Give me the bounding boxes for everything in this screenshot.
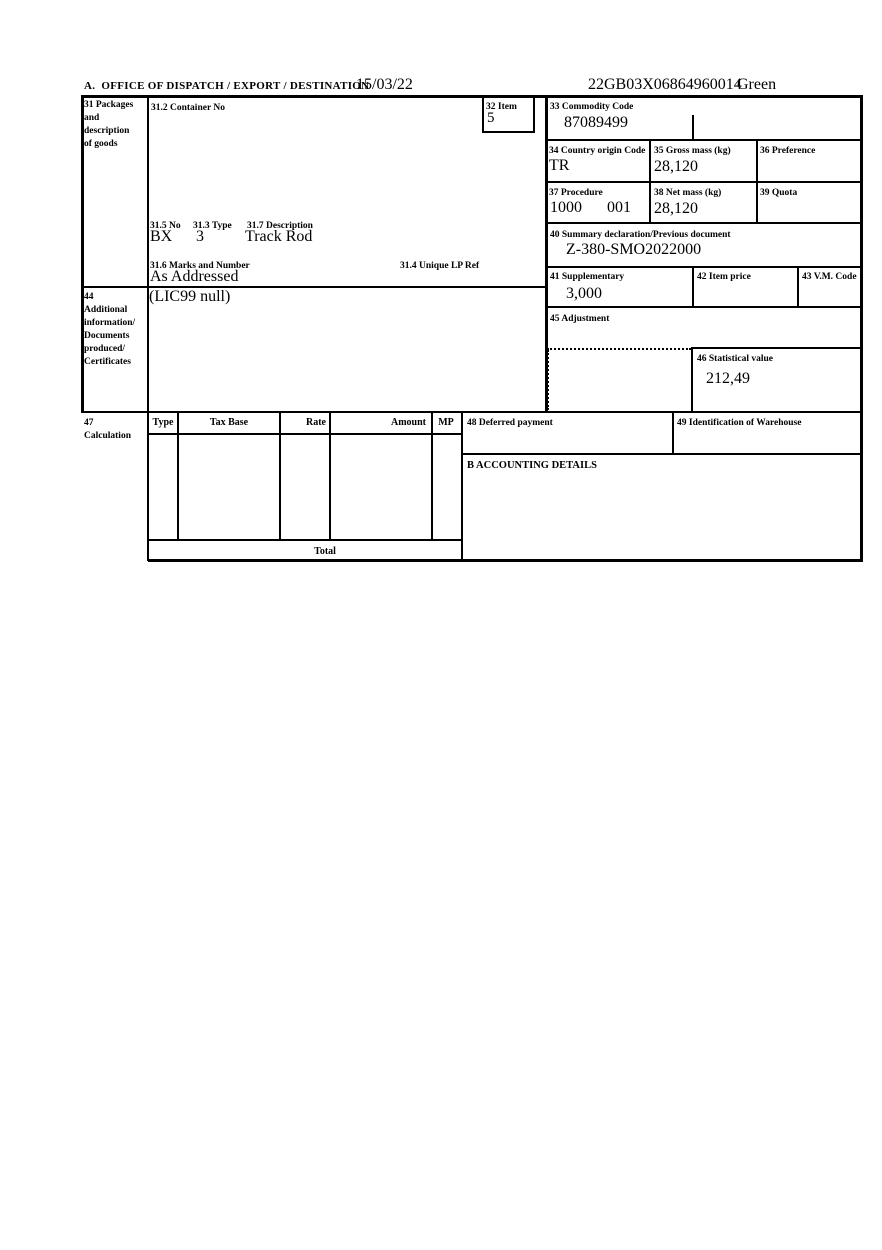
statistical-value-value: 212,49 <box>706 370 750 387</box>
box47-label-line: 47 <box>84 418 94 428</box>
section-a-title: A. OFFICE OF DISPATCH / EXPORT / DESTINATION <box>84 80 370 92</box>
calc-table-border-bottom <box>148 539 462 541</box>
divider-34-35 <box>649 139 651 224</box>
divider-rate-amount <box>329 411 331 541</box>
packages-type-value: 3 <box>196 228 204 245</box>
procedure-label: 37 Procedure <box>549 188 603 198</box>
procedure-value-2: 001 <box>607 199 631 216</box>
box44-label-line: 44 <box>84 292 94 302</box>
gross-mass-label: 35 Gross mass (kg) <box>654 146 731 156</box>
item-price-label: 42 Item price <box>697 272 751 282</box>
warehouse-id-label: 49 Identification of Warehouse <box>677 418 802 428</box>
commodity-code-value: 87089499 <box>564 114 628 131</box>
divider-35-36 <box>756 139 758 224</box>
box32-border-right <box>533 95 535 133</box>
dotted-divider-vertical <box>547 350 549 410</box>
divider-34-37 <box>545 181 863 183</box>
calc-col-amount: Amount <box>390 417 426 428</box>
divider-42-43 <box>797 266 799 308</box>
goods-description-value: Track Rod <box>245 228 313 245</box>
packages-no-value: BX <box>150 228 173 245</box>
supplementary-value: 3,000 <box>566 285 602 302</box>
commodity-code-label: 33 Commodity Code <box>550 102 634 112</box>
divider-37-40 <box>545 222 863 224</box>
box32-border-left <box>482 95 484 133</box>
summary-declaration-label: 40 Summary declaration/Previous document <box>550 230 731 240</box>
label-column-divider <box>147 95 149 561</box>
net-mass-value: 28,120 <box>654 200 698 217</box>
box44-label-line: Certificates <box>84 357 131 367</box>
accounting-details-label: B ACCOUNTING DETAILS <box>467 460 597 471</box>
procedure-value-1: 1000 <box>550 199 582 216</box>
unique-lp-ref-label: 31.4 Unique LP Ref <box>400 261 480 271</box>
marks-and-number-label: 31.6 Marks and Number <box>150 261 250 271</box>
box31-label-line: and <box>84 113 100 123</box>
packages-no-label: 31.5 No <box>150 221 181 231</box>
form-border-bottom <box>148 559 863 562</box>
box31-label-line: description <box>84 126 130 136</box>
box44-label-line: produced/ <box>84 344 126 354</box>
adjustment-label: 45 Adjustment <box>550 314 610 324</box>
packages-description-label: 31.7 Description <box>247 221 313 231</box>
calc-col-type: Type <box>152 417 174 428</box>
box44-label-line: Additional <box>84 305 128 315</box>
item-number-value: 5 <box>487 110 495 126</box>
form-border-right <box>860 95 863 562</box>
commodity-code-tick <box>692 115 694 141</box>
country-origin-label: 34 Country origin Code <box>549 146 646 156</box>
divider-type-taxbase <box>177 411 179 541</box>
form-border-top <box>81 95 863 98</box>
statistical-value-label: 46 Statistical value <box>697 354 773 364</box>
box44-label-line: information/ <box>84 318 136 328</box>
divider-33-34 <box>545 139 863 141</box>
divider-47-48 <box>461 411 463 561</box>
net-mass-label: 38 Net mass (kg) <box>654 188 722 198</box>
divider-48-b <box>461 453 863 455</box>
item-number-label: 32 Item <box>486 102 517 112</box>
calc-col-rate: Rate <box>306 417 326 428</box>
gross-mass-value: 28,120 <box>654 158 698 175</box>
quota-label: 39 Quota <box>760 188 798 198</box>
divider-amount-mp <box>431 411 433 541</box>
summary-declaration-value: Z-380-SMO2022000 <box>566 241 702 258</box>
additional-information-value: (LIC99 null) <box>149 288 231 305</box>
calc-col-taxbase: Tax Base <box>209 417 249 428</box>
divider-40-41 <box>545 266 863 268</box>
divider-41-42 <box>692 266 694 308</box>
packages-type-label: 31.3 Type <box>193 221 232 231</box>
box32-border-bottom <box>482 131 535 133</box>
box47-label-line: Calculation <box>84 431 131 441</box>
calc-table-header-border <box>148 433 462 435</box>
calc-total-label: Total <box>314 546 336 557</box>
vm-code-label: 43 V.M. Code <box>802 272 857 282</box>
marks-and-number-value: As Addressed <box>150 268 239 285</box>
preference-label: 36 Preference <box>760 146 816 156</box>
supplementary-label: 41 Supplementary <box>550 272 625 282</box>
box46-border-top <box>691 347 863 349</box>
container-no-label: 31.2 Container No <box>151 103 225 113</box>
acceptance-date: 15/03/22 <box>356 76 413 93</box>
divider-48-49 <box>672 411 674 455</box>
divider-taxbase-rate <box>279 411 281 541</box>
dotted-divider-horizontal <box>547 348 691 350</box>
divider-41-45 <box>545 306 863 308</box>
box46-border-left <box>691 347 693 413</box>
divider-44-47 <box>81 411 863 413</box>
routing-indicator: Green <box>737 76 777 93</box>
box31-label-line: 31 Packages <box>84 100 134 110</box>
country-origin-value: TR <box>549 157 570 174</box>
deferred-payment-label: 48 Deferred payment <box>467 418 553 428</box>
box31-label-line: of goods <box>84 139 118 149</box>
box44-label-line: Documents <box>84 331 130 341</box>
movement-reference-number: 22GB03X06864960014 <box>588 76 742 93</box>
calc-col-mp: MP <box>438 417 454 428</box>
